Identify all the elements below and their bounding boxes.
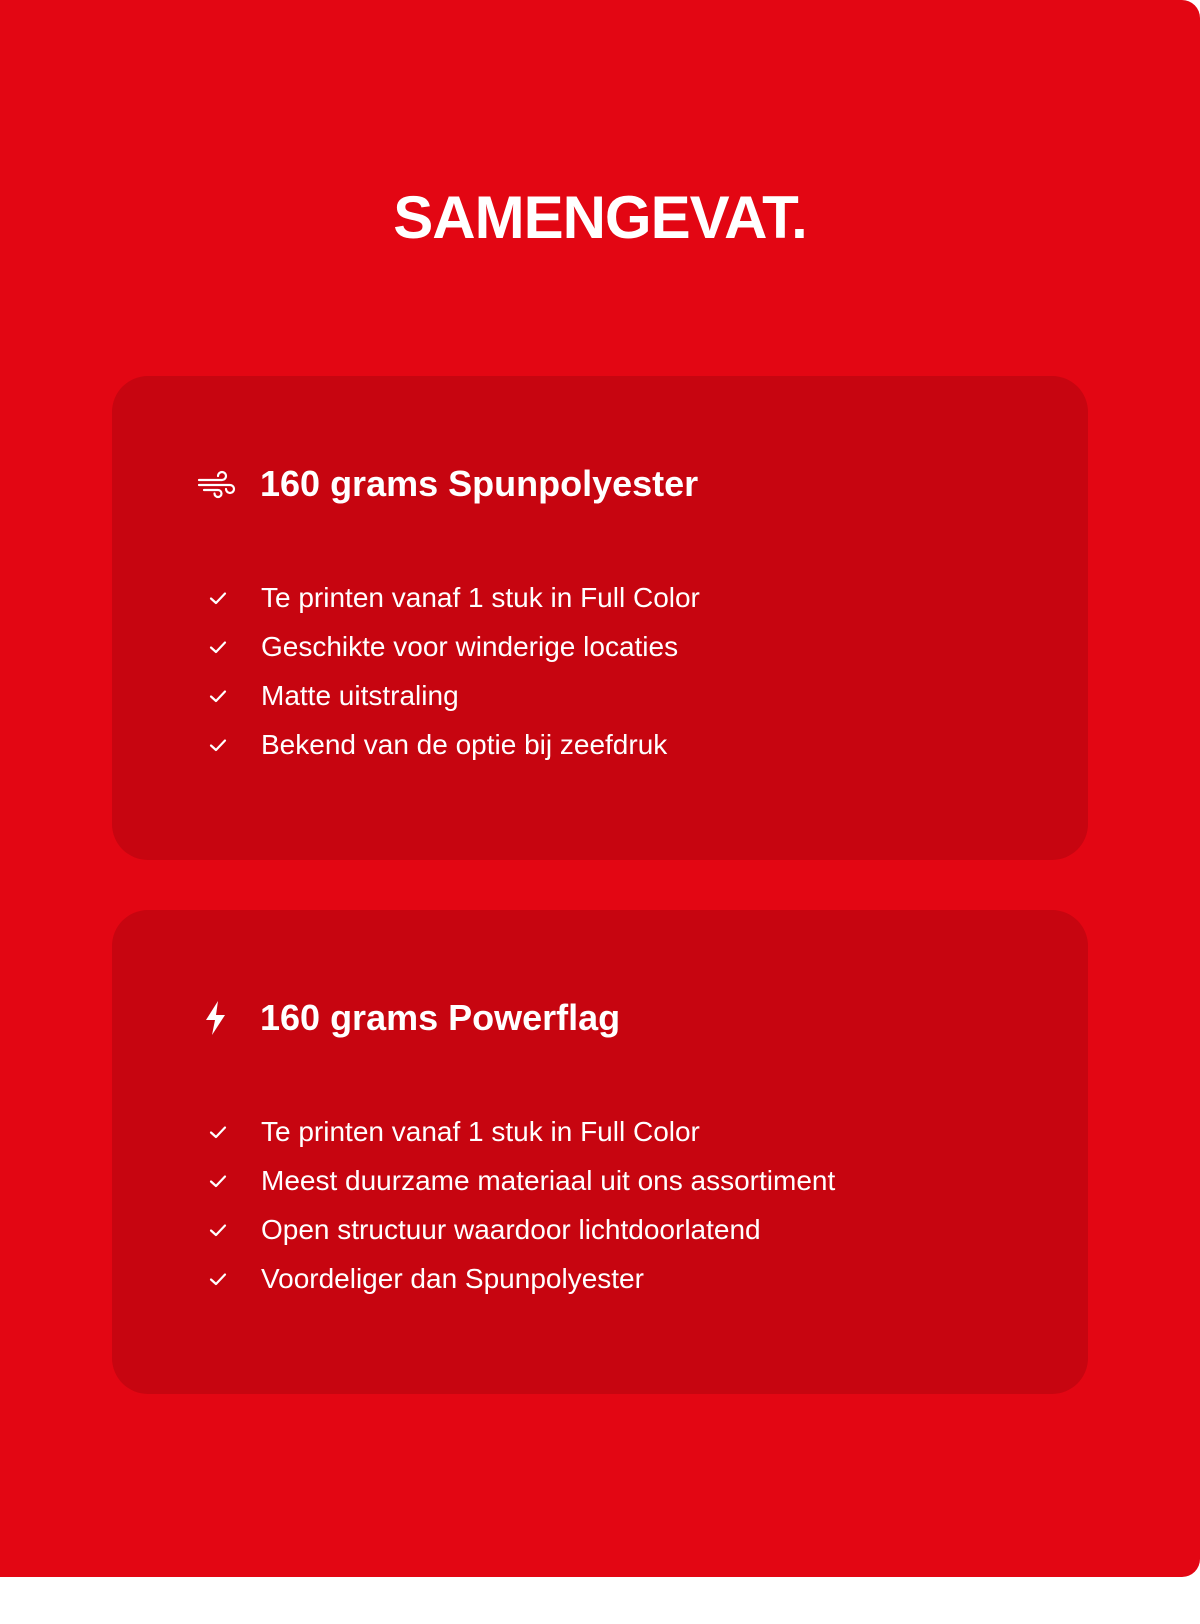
page-title: SAMENGEVAT. bbox=[393, 184, 807, 251]
feature-item bbox=[208, 1156, 835, 1205]
checkmark-icon bbox=[208, 735, 228, 755]
feature-text: Te printen vanaf 1 stuk in Full Color bbox=[261, 581, 700, 613]
feature-item bbox=[208, 622, 700, 671]
feature-list bbox=[208, 573, 700, 769]
feature-text: Open structuur waardoor lichtdoorlatend bbox=[261, 1213, 761, 1245]
lightning-icon bbox=[196, 998, 236, 1038]
checkmark-icon bbox=[208, 1171, 228, 1191]
checkmark-icon bbox=[208, 686, 228, 706]
feature-text: Meest duurzame materiaal uit ons assortiment bbox=[261, 1164, 836, 1196]
feature-item bbox=[208, 1205, 835, 1254]
feature-text: Bekend van de optie bij zeefdruk bbox=[261, 728, 668, 760]
feature-text: Matte uitstraling bbox=[261, 679, 459, 711]
card-title: 160 grams Powerflag bbox=[260, 997, 621, 1038]
material-card-spunpolyester bbox=[112, 376, 1088, 860]
feature-item bbox=[208, 573, 700, 622]
feature-item bbox=[208, 720, 700, 769]
checkmark-icon bbox=[208, 637, 228, 657]
wind-icon bbox=[196, 464, 236, 504]
checkmark-icon bbox=[208, 1220, 228, 1240]
checkmark-icon bbox=[208, 1269, 228, 1289]
feature-item bbox=[208, 671, 700, 720]
feature-item bbox=[208, 1107, 835, 1156]
feature-item bbox=[208, 1254, 835, 1303]
card-title: 160 grams Spunpolyester bbox=[260, 463, 699, 504]
card-header bbox=[196, 456, 698, 512]
checkmark-icon bbox=[208, 1122, 228, 1142]
feature-text: Voordeliger dan Spunpolyester bbox=[261, 1262, 644, 1294]
feature-text: Geschikte voor winderige locaties bbox=[261, 630, 679, 662]
material-card-powerflag bbox=[112, 910, 1088, 1394]
card-header bbox=[196, 990, 620, 1046]
feature-text: Te printen vanaf 1 stuk in Full Color bbox=[261, 1115, 700, 1147]
checkmark-icon bbox=[208, 588, 228, 608]
feature-list bbox=[208, 1107, 835, 1303]
